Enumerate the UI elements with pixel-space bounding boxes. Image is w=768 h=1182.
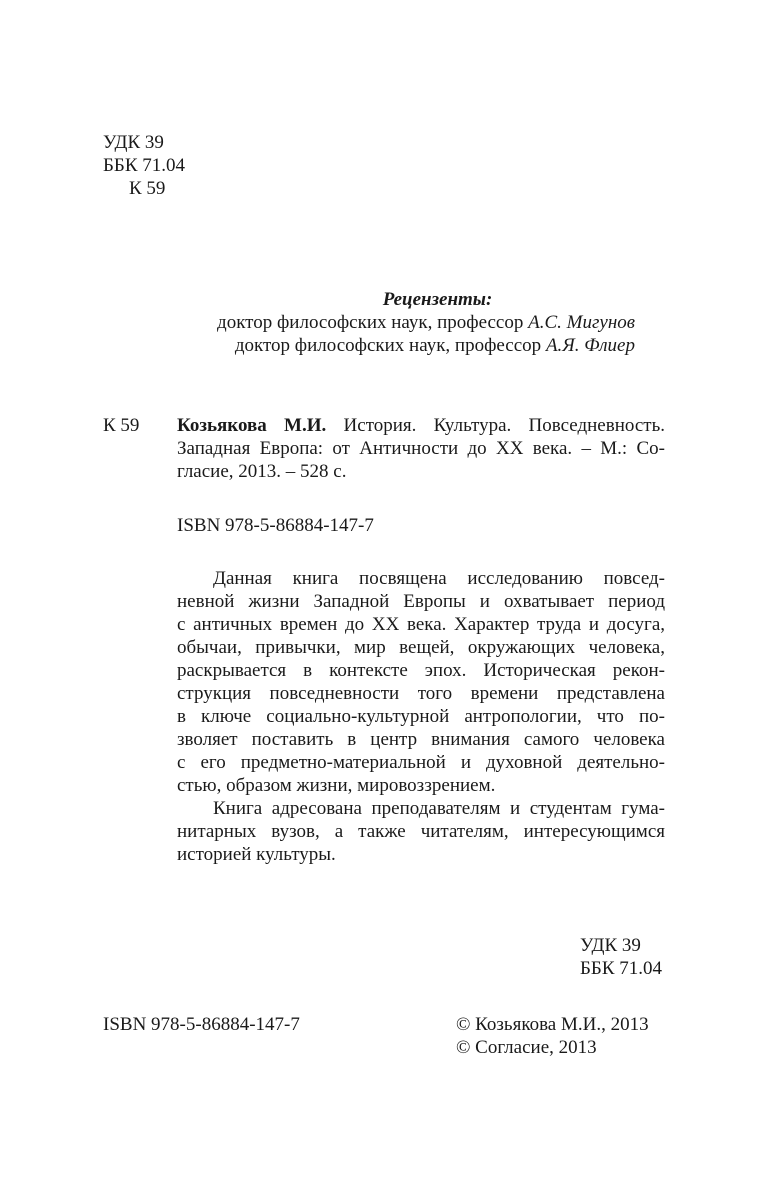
catalog-title: История. Культура. Повседневность. <box>343 415 665 436</box>
classification-top <box>103 131 185 200</box>
reviewers-block <box>160 288 635 357</box>
reviewer-1-name: А.С. Мигунов <box>528 312 635 333</box>
copyright-publisher: © Согласие, 2013 <box>456 1037 597 1058</box>
catalog-entry <box>177 414 665 483</box>
catalog-code: К 59 <box>103 415 140 436</box>
udk-code-bottom: УДК 39 <box>580 935 641 956</box>
catalog-line-3: гласие, 2013. – 528 с. <box>177 461 347 482</box>
copyright-block <box>456 1013 649 1059</box>
annotation-line: Книга адресована преподавателям и студентам гума- <box>213 798 665 819</box>
bbk-code: ББК 71.04 <box>103 155 185 176</box>
reviewer-2 <box>160 334 635 357</box>
annotation-line: Данная книга посвящена исследованию повсед- <box>213 568 665 589</box>
catalog-line-2: Западная Европа: от Античности до XX века. – М.: Со- <box>177 438 665 459</box>
annotation-line: нитарных вузов, а также читателям, интересующимся <box>177 821 665 842</box>
copyright-author: © Козьякова М.И., 2013 <box>456 1014 649 1035</box>
annotation-line: стью, образом жизни, мировоззрением. <box>177 775 496 796</box>
annotation-line: в ключе социально-культурной антропологии, что по- <box>177 706 665 727</box>
catalog-line-1 <box>177 414 665 437</box>
reviewer-2-title: доктор философских наук, профессор <box>234 335 542 356</box>
catalog-author: Козьякова М.И. <box>177 415 327 436</box>
isbn-bottom: ISBN 978-5-86884-147-7 <box>103 1014 300 1035</box>
annotation-line: невной жизни Западной Европы и охватывает период <box>177 591 665 612</box>
annotation-line: зволяет поставить в центр внимания самого человека <box>177 729 665 750</box>
bbk-code-bottom: ББК 71.04 <box>580 958 662 979</box>
annotation-line: обычаи, привычки, мир вещей, окружающих человека, <box>177 637 665 658</box>
udk-code: УДК 39 <box>103 132 164 153</box>
annotation-line: с его предметно-материальной и духовной деятельно- <box>177 752 665 773</box>
annotation-line: раскрывается в контексте эпох. Историческая рекон- <box>177 660 665 681</box>
reviewer-2-name: А.Я. Флиер <box>545 335 635 356</box>
author-mark: К 59 <box>129 178 166 199</box>
annotation-line: историей культуры. <box>177 844 336 865</box>
classification-bottom <box>580 934 662 980</box>
reviewer-1 <box>160 311 635 334</box>
annotation <box>177 567 665 866</box>
annotation-line: струкция повседневности того времени представлена <box>177 683 665 704</box>
annotation-line: с античных времен до XX века. Характер труда и досуга, <box>177 614 665 635</box>
reviewer-1-title: доктор философских наук, профессор <box>217 312 524 333</box>
reviewers-heading: Рецензенты: <box>382 289 493 310</box>
isbn-main: ISBN 978-5-86884-147-7 <box>177 515 374 536</box>
